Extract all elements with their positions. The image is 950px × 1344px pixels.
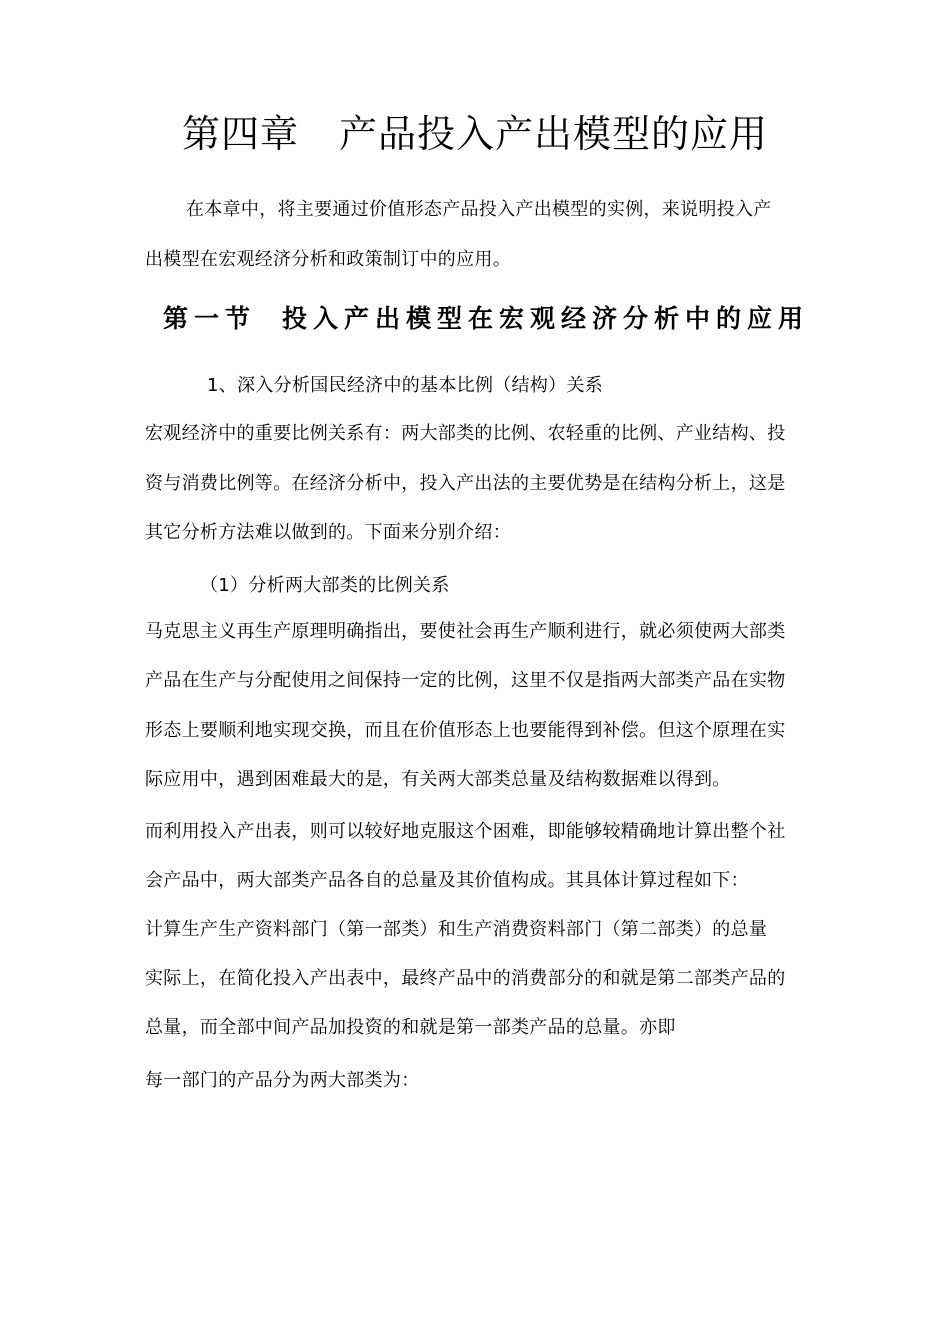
para1-line-2: 资与消费比例等。在经济分析中，投入产出法的主要优势是在结构分析上，这是 <box>145 473 786 494</box>
para3-line-2: 会产品中，两大部类产品各自的总量及其价值构成。其具体计算过程如下： <box>145 870 749 891</box>
item-heading-1: （1）分析两大部类的比例关系 <box>200 575 450 596</box>
para6-line-1: 每一部门的产品分为两大部类为： <box>145 1070 420 1091</box>
para3-line-1: 而利用投入产出表，则可以较好地克服这个困难，即能够较精确地计算出整个社 <box>145 821 786 842</box>
chapter-number: 第四章 <box>181 112 299 156</box>
para5-line-2: 总量，而全部中间产品加投资的和就是第一部类产品的总量。亦即 <box>145 1017 676 1038</box>
section-heading <box>163 302 809 336</box>
para2-line-3: 形态上要顺利地实现交换，而且在价值形态上也要能得到补偿。但这个原理在实 <box>145 720 786 741</box>
para2-line-2: 产品在生产与分配使用之间保持一定的比例，这里不仅是指两大部类产品在实物 <box>145 670 786 691</box>
section-number: 第一节 <box>163 304 257 333</box>
section-title: 投入产出模型在宏观经济分析中的应用 <box>282 304 810 333</box>
para1-line-3: 其它分析方法难以做到的。下面来分别介绍： <box>145 522 511 543</box>
para5-line-1: 实际上，在简化投入产出表中，最终产品中的消费部分的和就是第二部类产品的 <box>145 968 786 989</box>
intro-line-2: 出模型在宏观经济分析和政策制订中的应用。 <box>145 249 511 270</box>
chapter-title: 产品投入产出模型的应用 <box>339 112 769 156</box>
para2-line-1: 马克思主义再生产原理明确指出，要使社会再生产顺利进行，就必须使两大部类 <box>145 621 786 642</box>
intro-line-1: 在本章中，将主要通过价值形态产品投入产出模型的实例，来说明投入产 <box>186 199 772 220</box>
para4-line-1: 计算生产生产资料部门（第一部类）和生产消费资料部门（第二部类）的总量 <box>145 919 768 940</box>
para1-line-1: 宏观经济中的重要比例关系有：两大部类的比例、农轻重的比例、产业结构、投 <box>145 423 786 444</box>
para2-line-4: 际应用中，遇到困难最大的是，有关两大部类总量及结构数据难以得到。 <box>145 769 731 790</box>
chapter-heading <box>0 110 950 158</box>
subsection-heading: 1、深入分析国民经济中的基本比例（结构）关系 <box>207 375 604 396</box>
